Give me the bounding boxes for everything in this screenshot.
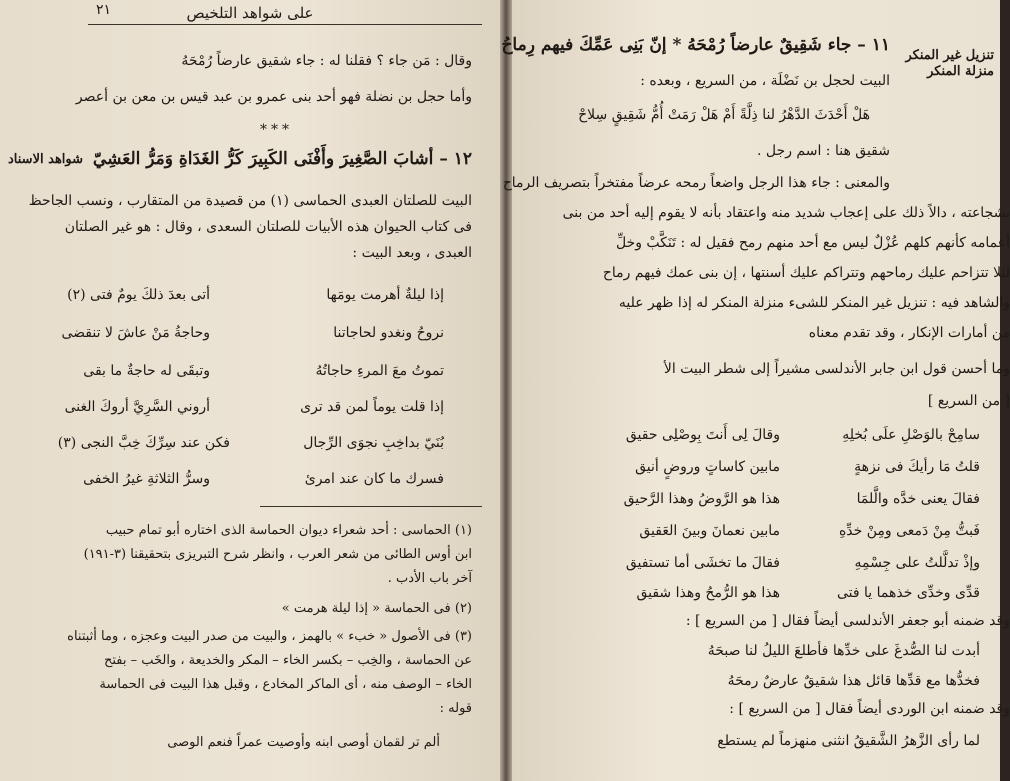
verse-first-half: بُنَيّ بداخِبِ نجوَى الرِّجال (303, 435, 444, 451)
text-line: وقد ضمنه أبو جعفر الأندلسى أيضاً فقال [ من السريع ] : (685, 613, 1010, 629)
text-line: لئلا تتزاحم عليك رماحهم وتتراكم عليك أسنتها ، إن بنى عمك فيهم رماح (602, 265, 1010, 281)
text-line: فى كتاب الحيوان هذه الأبيات للصلتان السعدى ، وقال : هو غير الصلتان (64, 219, 472, 235)
verse-second-half: هذا هو الرُّمحُ وهذا شقيق (636, 585, 780, 601)
verse-second-half: فقالَ ما تخشَى أما تستفيق (625, 555, 780, 571)
verse-first-half: وإذْ تدلَّلتُ على جِسْمِهِ (854, 555, 980, 571)
footnote-line: آخر باب الأدب . (387, 571, 472, 586)
verse-first-half: فَبتُّ مِنْ دَمعى ومِنْ خدِّهِ (838, 523, 980, 539)
margin-note-right (906, 48, 995, 80)
verse-second-half: هذا هو الرَّوضُ وهذا الرَّحيق (623, 491, 780, 507)
left-page (0, 0, 500, 781)
footnote-line: (١) الحماسى : أحد شعراء ديوان الحماسة الذى اختاره أبو تمام حبيب (105, 523, 472, 538)
header-rule (88, 24, 482, 25)
text-line: البيت للصلتان العبدى الحماسى (١) من قصيدة من المتقارب ، ونسب الجاحظ (28, 193, 472, 209)
margin-note-line: تنزيل غير المنكر (905, 48, 994, 63)
verse-first-half: تموتُ معَ المرءِ حاجاتُهُ (315, 363, 444, 379)
section-separator: *** (260, 122, 293, 138)
book-gutter (500, 0, 512, 781)
poetry-headline: ١٢ – أشابَ الصَّغِيرَ وأَفْنَى الكَبِيرَ كَرُّ الغَدَاةِ وَمَرُّ العَشِيّ (92, 149, 472, 169)
verse-first-half: إذا ليلةٌ أهرمت يومَها (326, 287, 444, 303)
verse-second-half: فكن عند سِرِّكَ خِبَّ النجى (٣) (57, 435, 230, 451)
margin-note-left: شواهد الاسناد (8, 152, 84, 167)
verse-first-half: إذا قلت يوماً لمن قد ترى (300, 399, 444, 415)
footnote-line: (٣) فى الأصول « خبء » بالهمز ، والبيت من صدر البيت وعجزه ، وما أثبتناه (67, 629, 472, 644)
text-line: شقيق هنا : اسم رجل . (757, 143, 890, 159)
verse-line: فخدُّها مع قدِّها قائل هذا شقيقٌ عارضٌ رمحَهُ (727, 673, 980, 689)
verse-line: لما رأى الزَّهرُ الشَّقيقُ انثنى منهزماً لم يستطع (717, 733, 980, 749)
footnote-rule (260, 506, 482, 507)
poetry-headline: ١١ – جاء شَقِيقٌ عارضاً رُمْحَهُ * إنّ بَنِى عَمِّكَ فيهم رِماحُ (501, 35, 890, 55)
text-line: البيت لحجل بن نَضْلَة ، من السريع ، وبعده : (640, 73, 890, 89)
text-line: والمعنى : جاء هذا الرجل واضعاً رمحه عرضاً مفتخراً بتصريف الرماح (502, 175, 890, 191)
verse-first-half: فقالَ يعنى خدَّه والَّلمَا (856, 491, 980, 507)
verse-second-half: وتبقَى له حاجةٌ ما بقى (83, 363, 210, 379)
verse-second-half: أتى بعدَ ذلكَ يومٌ فتى (٢) (67, 287, 210, 303)
text-line: وأما حجل بن نضلة فهو أحد بنى عمرو بن عبد قيس بن معن بن أعصر (75, 89, 472, 105)
running-header: على شواهد التلخيص (186, 4, 314, 22)
verse-first-half: قلتُ مَا رأيكَ فى نزهةٍ (854, 459, 980, 475)
verse-second-half: مابين كاساتٍ وروضٍ أنيق (635, 459, 780, 475)
footnote-line: (٢) فى الحماسة « إذا ليلة هرمت » (281, 601, 472, 616)
verse-first-half: نروحُ ونغدو لحاجاتنا (333, 325, 444, 341)
verse-second-half: وحاجةُ مَنْ عاشَ لا تنقضى (61, 325, 210, 341)
footnote-line: عن الحماسة ، والخِب – بكسر الخاء – المكر والخديعة ، والخَب – بفتح (103, 653, 472, 668)
margin-note-line: منزلة المنكر (927, 64, 994, 79)
verse-line: أبدت لنا الصُّدغَ على خدِّها فأطلعَ الليلُ لنا صبحَهُ (707, 643, 980, 659)
text-line: بشجاعته ، دالاً ذلك على إعجاب شديد منه واعتقاد بأنه لا يقوم إليه أحد من بنى (562, 205, 1010, 221)
text-line: العبدى ، وبعد البيت : (352, 245, 472, 261)
meter-label: [ من السريع ] (927, 393, 1010, 409)
verse-first-half: فسرك ما كان عند امرئ (304, 471, 444, 487)
text-line: وقد ضمنه ابن الوردى أيضاً فقال [ من السريع ] : (729, 701, 1010, 717)
text-line: والشاهد فيه : تنزيل غير المنكر للشىء منزلة المنكر له إذا ظهر عليه (618, 295, 1010, 311)
text-line: وقال : مَن جاء ؟ فقلنا له : جاء شقيق عارضاً رُمْحَهُ (181, 53, 472, 69)
page-number: ٢١ (96, 2, 112, 18)
footnote-verse: ألم تر لقمان أوصى ابنه وأوصيت عمراً فنعم الوصى (167, 735, 440, 750)
verse-first-half: سامِحْ بالوَصْلِ علَى بُخلِهِ (842, 427, 980, 443)
footnote-line: الخاء – الوصف منه ، أى الماكر المخادع ، وقبل هذا البيت فى الحماسة (99, 677, 472, 692)
right-page (501, 0, 1010, 781)
text-line: وما أحسن قول ابن جابر الأندلسى مشيراً إلى شطر البيت الأ (663, 361, 1010, 377)
verse-first-half: قدِّى وخدِّى خذهما يا فتى (836, 585, 980, 601)
text-line: أعمامه كأنهم كلهم عُزْلٌ ليس مع أحد منهم رمح فقيل له : تَنَكَّبْ وخلِّ (615, 235, 1010, 251)
text-line: هَلْ أَحْدَثَ الدَّهْرُ لنا ذِلَّةً أَمْ هَلْ رَمَتْ أُمُّ شَقِيقٍ سِلاحْ (578, 107, 870, 123)
footnote-line: قوله : (439, 701, 472, 716)
verse-second-half: أروني السَّرِيَّ أروكَ الغنى (64, 399, 210, 415)
text-line: من أمارات الإنكار ، وقد تقدم معناه (808, 325, 1010, 341)
footnote-line: ابن أوس الطائى من شعر العرب ، وانظر شرح التبريزى بتحقيقنا (٣-١٩١) (83, 547, 472, 562)
verse-second-half: وقالَ لِى أَنتَ بِوصْلِى حقيق (625, 427, 780, 443)
verse-second-half: مابين نعمانَ وبينَ العَقيق (639, 523, 780, 539)
verse-second-half: وسرُّ الثلاثةِ غيرُ الخفى (83, 471, 210, 487)
